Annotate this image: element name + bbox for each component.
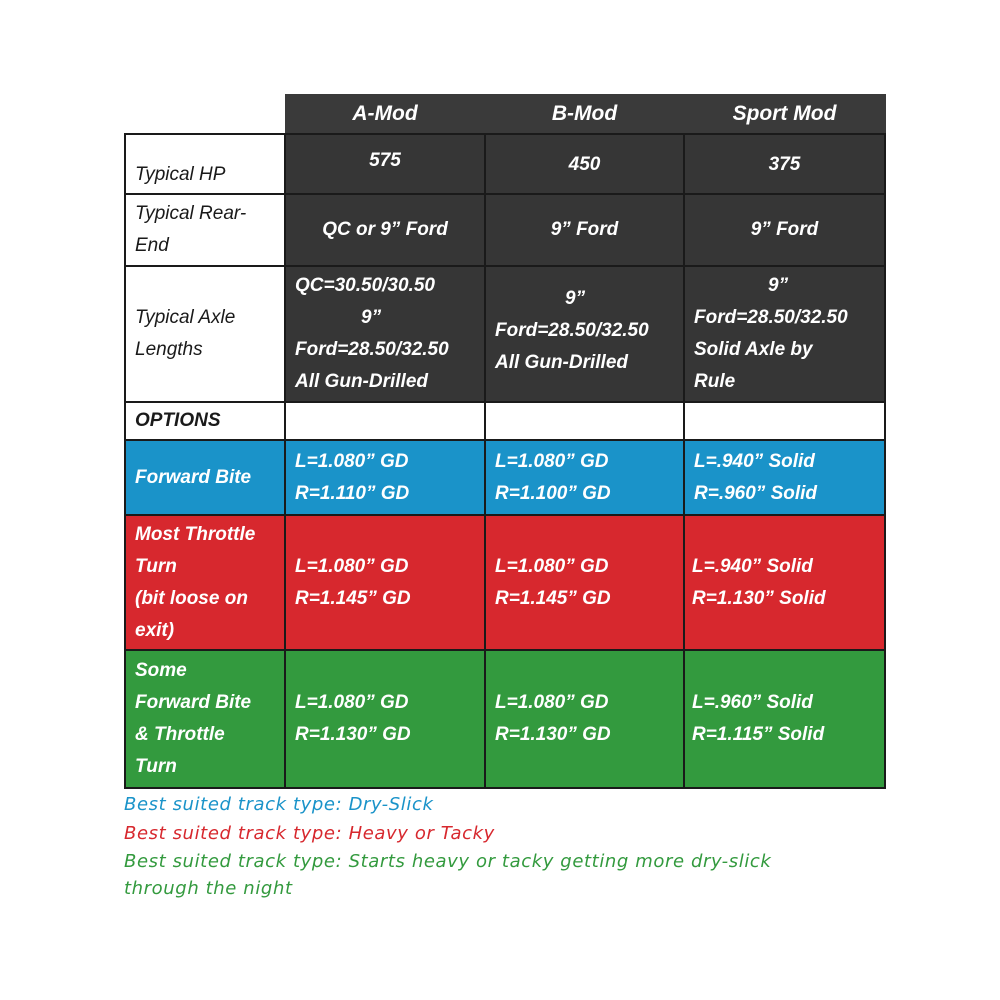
cell-value: 575 bbox=[369, 150, 401, 171]
cell-line: R=1.100” GD bbox=[495, 482, 611, 504]
options-blank-sport-mod bbox=[684, 402, 885, 440]
table-header-row bbox=[125, 94, 885, 134]
row-label-line: Forward Bite bbox=[135, 692, 252, 713]
cell-value: QC or 9” Ford bbox=[322, 219, 448, 240]
table-row-some-forward-bite bbox=[125, 650, 885, 788]
row-label-text-line1: Typical Axle bbox=[135, 307, 236, 328]
cell-most-throttle-sport-mod bbox=[684, 515, 885, 650]
cell-line: L=.940” Solid bbox=[692, 555, 813, 577]
options-blank-a-mod bbox=[285, 402, 485, 440]
row-label-text-line2: End bbox=[135, 235, 169, 256]
cell-hp-a-mod bbox=[285, 134, 485, 194]
cell-most-throttle-a-mod bbox=[285, 515, 485, 650]
cell-value: 9” Ford bbox=[550, 219, 619, 240]
axle-setup-table bbox=[124, 94, 886, 789]
cell-forward-bite-sport-mod bbox=[684, 440, 885, 515]
cell-axle-lengths-a-mod bbox=[285, 266, 485, 402]
cell-some-forward-bite-sport-mod bbox=[684, 650, 885, 788]
header-b-mod: B-Mod bbox=[485, 94, 684, 134]
cell-axle-lengths-sport-mod bbox=[684, 266, 885, 402]
cell-value: 375 bbox=[768, 154, 801, 175]
cell-rear-end-b-mod bbox=[485, 194, 684, 266]
row-label-line: exit) bbox=[135, 619, 175, 641]
cell-value: 9” Ford bbox=[750, 219, 819, 240]
cell-line: L=1.080” GD bbox=[295, 555, 409, 577]
row-label-forward-bite: Forward Bite bbox=[125, 440, 285, 515]
cell-line: R=1.145” GD bbox=[495, 587, 611, 609]
table-row-typical-axle-lengths bbox=[125, 266, 885, 402]
options-blank-b-mod bbox=[485, 402, 684, 440]
cell-line: R=1.110” GD bbox=[295, 482, 410, 504]
row-label-most-throttle-turn bbox=[125, 515, 285, 650]
table-row-options bbox=[125, 402, 885, 440]
legend-heavy-or-tacky: Best suited track type: Heavy or Tacky bbox=[124, 823, 495, 844]
header-corner-blank bbox=[125, 94, 285, 134]
cell-forward-bite-a-mod bbox=[285, 440, 485, 515]
row-label-line: Most Throttle bbox=[135, 523, 256, 545]
cell-line: L=.940” Solid bbox=[694, 450, 815, 472]
cell-most-throttle-b-mod bbox=[485, 515, 684, 650]
cell-axle-lengths-b-mod bbox=[485, 266, 684, 402]
cell-line: L=.960” Solid bbox=[692, 692, 813, 713]
row-label-typical-rear-end bbox=[125, 194, 285, 266]
cell-line: R=1.115” Solid bbox=[692, 724, 825, 745]
legend-starts-heavy-line1: Best suited track type: Starts heavy or tacky getting more dry-slick bbox=[124, 851, 772, 872]
cell-line: All Gun-Drilled bbox=[295, 371, 428, 392]
cell-line: All Gun-Drilled bbox=[495, 352, 628, 373]
cell-line: Solid Axle by bbox=[694, 339, 813, 360]
cell-line: Ford=28.50/32.50 bbox=[495, 320, 649, 341]
header-a-mod: A-Mod bbox=[285, 94, 485, 134]
row-label-some-forward-bite bbox=[125, 650, 285, 788]
cell-line: 9” bbox=[361, 307, 382, 328]
row-label-line: & Throttle bbox=[135, 724, 225, 745]
cell-line: L=1.080” GD bbox=[495, 555, 609, 577]
cell-line: R=1.130” GD bbox=[295, 724, 411, 745]
cell-line: R=.960” Solid bbox=[694, 482, 818, 504]
row-label-line: Some bbox=[135, 660, 187, 681]
row-label-line: Turn bbox=[135, 756, 177, 777]
cell-value: 450 bbox=[568, 154, 601, 175]
cell-line: R=1.145” GD bbox=[295, 587, 411, 609]
legend-starts-heavy-line2: through the night bbox=[124, 878, 293, 899]
cell-line: L=1.080” GD bbox=[295, 450, 409, 472]
track-type-legend bbox=[124, 790, 894, 902]
cell-forward-bite-b-mod bbox=[485, 440, 684, 515]
cell-line: L=1.080” GD bbox=[495, 692, 609, 713]
row-label-typical-hp bbox=[125, 134, 285, 194]
cell-line: L=1.080” GD bbox=[495, 450, 609, 472]
table-row-most-throttle-turn bbox=[125, 515, 885, 650]
row-label-text-line2: Lengths bbox=[135, 339, 203, 360]
cell-rear-end-a-mod bbox=[285, 194, 485, 266]
cell-line: Rule bbox=[694, 371, 736, 392]
row-label-typical-axle-lengths bbox=[125, 266, 285, 402]
cell-line: R=1.130” GD bbox=[495, 724, 611, 745]
table-row-typical-hp bbox=[125, 134, 885, 194]
cell-line: Ford=28.50/32.50 bbox=[694, 307, 848, 328]
cell-line: R=1.130” Solid bbox=[692, 587, 826, 609]
row-label-line: (bit loose on bbox=[135, 587, 248, 609]
cell-line: Ford=28.50/32.50 bbox=[295, 339, 449, 360]
cell-some-forward-bite-a-mod bbox=[285, 650, 485, 788]
table-row-forward-bite bbox=[125, 440, 885, 515]
row-label-text: Typical HP bbox=[135, 164, 226, 185]
cell-some-forward-bite-b-mod bbox=[485, 650, 684, 788]
row-label-text-line1: Typical Rear- bbox=[135, 203, 247, 224]
cell-line: L=1.080” GD bbox=[295, 692, 409, 713]
cell-line: 9” bbox=[565, 288, 586, 309]
cell-line: 9” bbox=[768, 275, 789, 296]
cell-hp-b-mod bbox=[485, 134, 684, 194]
cell-line: QC=30.50/30.50 bbox=[295, 275, 435, 296]
legend-dry-slick: Best suited track type: Dry-Slick bbox=[124, 794, 434, 815]
header-sport-mod: Sport Mod bbox=[684, 94, 885, 134]
table-row-typical-rear-end bbox=[125, 194, 885, 266]
row-label-options: OPTIONS bbox=[125, 402, 285, 440]
cell-rear-end-sport-mod bbox=[684, 194, 885, 266]
cell-hp-sport-mod bbox=[684, 134, 885, 194]
row-label-line: Turn bbox=[135, 555, 177, 577]
